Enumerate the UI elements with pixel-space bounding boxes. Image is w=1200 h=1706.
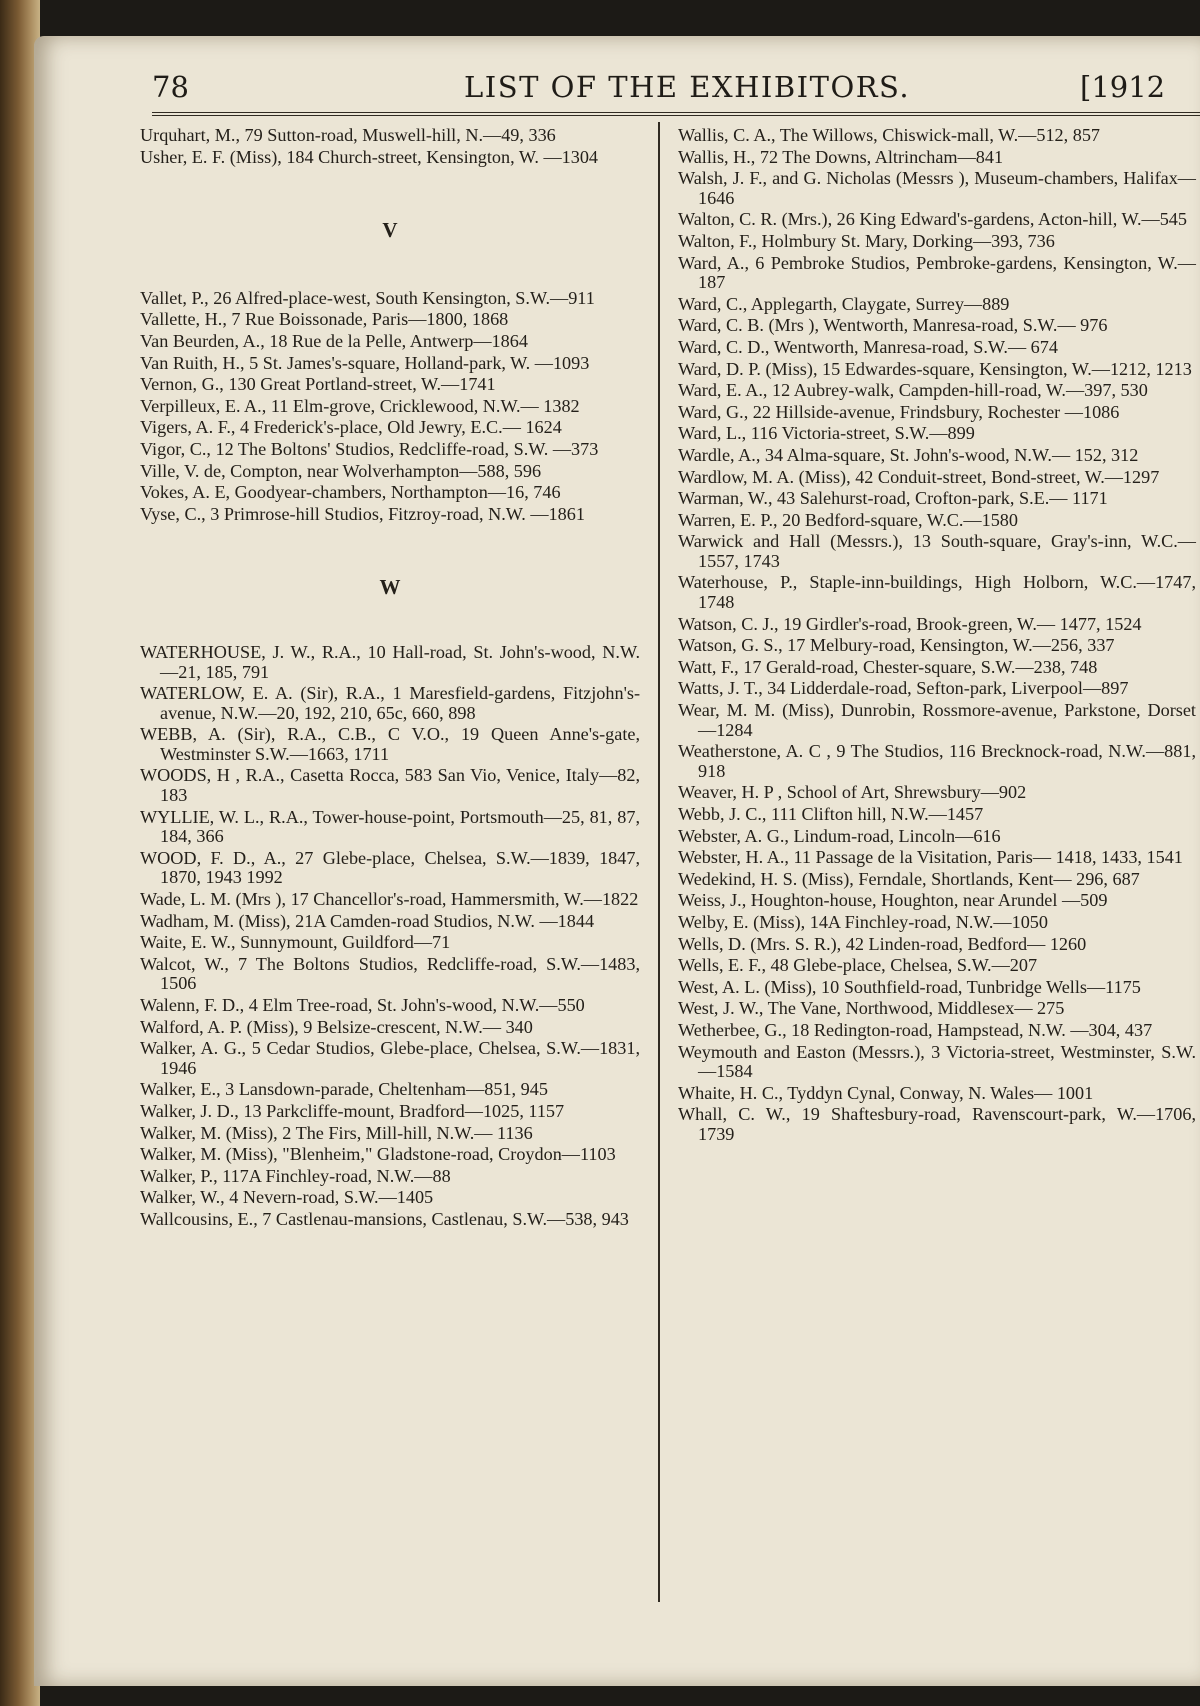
running-header bbox=[34, 70, 1200, 114]
exhibitor-entry: Weiss, J., Houghton-house, Houghton, near Arundel —509 bbox=[678, 890, 1108, 911]
exhibitor-entry: Van Beurden, A., 18 Rue de la Pelle, Antwerp—1864 bbox=[140, 330, 528, 351]
entries-u bbox=[140, 126, 640, 167]
exhibitor-entry: Vokes, A. E, Goodyear-chambers, Northampton—16, 746 bbox=[140, 482, 561, 503]
exhibitor-entry: Warman, W., 43 Salehurst-road, Crofton-park, S.E.— 1171 bbox=[678, 488, 1108, 509]
exhibitor-entry: Webb, J. C., 111 Clifton hill, N.W.—1457 bbox=[678, 804, 984, 824]
exhibitor-entry: Wallis, H., 72 The Downs, Altrincham—841 bbox=[678, 146, 1004, 167]
exhibitor-entry: West, A. L. (Miss), 10 Southfield-road, Tunbridge Wells—1175 bbox=[678, 976, 1141, 997]
exhibitor-entry: Waite, E. W., Sunnymount, Guildford—71 bbox=[140, 932, 451, 953]
exhibitor-entry: Vallette, H., 7 Rue Boissonade, Paris—1800, 1868 bbox=[140, 309, 509, 330]
exhibitor-entry: Van Ruith, H., 5 St. James's-square, Holland-park, W. —1093 bbox=[140, 352, 590, 373]
exhibitor-entry: WATERHOUSE, J. W., R.A., 10 Hall-road, St. John's-wood, N.W.—21, 185, 791 bbox=[140, 641, 640, 682]
exhibitor-entry: Watts, J. T., 34 Lidderdale-road, Sefton-park, Liverpool—897 bbox=[678, 678, 1129, 699]
exhibitor-entry: Verpilleux, E. A., 11 Elm-grove, Cricklewood, N.W.— 1382 bbox=[140, 395, 580, 416]
exhibitor-entry: Wallcousins, E., 7 Castlenau-mansions, Castlenau, S.W.—538, 943 bbox=[140, 1208, 629, 1229]
exhibitor-entry: Walker, M. (Miss), 2 The Firs, Mill-hill, N.W.— 1136 bbox=[140, 1122, 533, 1143]
exhibitor-entry: WOODS, H , R.A., Casetta Rocca, 583 San Vio, Venice, Italy—82, 183 bbox=[140, 765, 640, 806]
exhibitor-entry: Walcot, W., 7 The Boltons Studios, Redcliffe-road, S.W.—1483, 1506 bbox=[140, 953, 640, 994]
exhibitor-entry: Ward, E. A., 12 Aubrey-walk, Campden-hill-road, W.—397, 530 bbox=[678, 380, 1148, 401]
exhibitor-entry: Wear, M. M. (Miss), Dunrobin, Rossmore-avenue, Parkstone, Dorset—1284 bbox=[678, 700, 1196, 740]
exhibitor-entry: Warwick and Hall (Messrs.), 13 South-square, Gray's-inn, W.C.—1557, 1743 bbox=[678, 531, 1196, 571]
exhibitor-entry: Whall, C. W., 19 Shaftesbury-road, Ravenscourt-park, W.—1706, 1739 bbox=[678, 1104, 1196, 1144]
exhibitor-entry: Ville, V. de, Compton, near Wolverhampton—588, 596 bbox=[140, 460, 542, 481]
right-column bbox=[678, 126, 1196, 1147]
exhibitor-entry: Walford, A. P. (Miss), 9 Belsize-crescent, N.W.— 340 bbox=[140, 1016, 533, 1037]
exhibitor-entry: Walton, C. R. (Mrs.), 26 King Edward's-gardens, Acton-hill, W.—545 bbox=[678, 209, 1187, 230]
exhibitor-entry: Wallis, C. A., The Willows, Chiswick-mall, W.—512, 857 bbox=[678, 125, 1101, 145]
section-letter-v: V bbox=[382, 218, 398, 243]
exhibitor-entry: Vigor, C., 12 The Boltons' Studios, Redcliffe-road, S.W. —373 bbox=[140, 438, 599, 459]
exhibitor-entry: Ward, G., 22 Hillside-avenue, Frindsbury, Rochester —1086 bbox=[678, 401, 1120, 422]
exhibitor-entry: Watt, F., 17 Gerald-road, Chester-square, S.W.—238, 748 bbox=[678, 656, 1098, 677]
exhibitor-entry: Welby, E. (Miss), 14A Finchley-road, N.W.—1050 bbox=[678, 911, 1048, 932]
exhibitor-entry: Ward, A., 6 Pembroke Studios, Pembroke-gardens, Kensington, W.—187 bbox=[678, 252, 1196, 293]
exhibitor-entry: Ward, C. B. (Mrs ), Wentworth, Manresa-road, S.W.— 976 bbox=[678, 315, 1108, 336]
exhibitor-entry: Ward, C., Applegarth, Claygate, Surrey—889 bbox=[678, 293, 1010, 314]
exhibitor-entry: WATERLOW, E. A. (Sir), R.A., 1 Maresfield-gardens, Fitzjohn's-avenue, N.W.—20, 192, 210, 65c, 660, 898 bbox=[140, 683, 640, 723]
exhibitor-entry: Walenn, F. D., 4 Elm Tree-road, St. John's-wood, N.W.—550 bbox=[140, 995, 585, 1015]
exhibitor-entry: Wells, D. (Mrs. S. R.), 42 Linden-road, Bedford— 1260 bbox=[678, 933, 1087, 954]
exhibitor-entry: Ward, D. P. (Miss), 15 Edwardes-square, Kensington, W.—1212, 1213 bbox=[678, 358, 1192, 379]
exhibitor-entry: West, J. W., The Vane, Northwood, Middlesex— 275 bbox=[678, 998, 1065, 1019]
column-divider bbox=[658, 122, 660, 1602]
section-letter-w: W bbox=[379, 575, 401, 600]
exhibitor-entry: WYLLIE, W. L., R.A., Tower-house-point, Portsmouth—25, 81, 87, 184, 366 bbox=[140, 806, 640, 847]
running-title: LIST OF THE EXHIBITORS. bbox=[464, 70, 911, 104]
entries-w bbox=[140, 643, 640, 1230]
exhibitor-entry: Wardle, A., 34 Alma-square, St. John's-wood, N.W.— 152, 312 bbox=[678, 444, 1139, 465]
exhibitor-entry: Walker, J. D., 13 Parkcliffe-mount, Bradford—1025, 1157 bbox=[140, 1100, 565, 1121]
left-column bbox=[140, 126, 640, 1232]
exhibitor-entry: Weaver, H. P , School of Art, Shrewsbury—902 bbox=[678, 782, 1027, 803]
exhibitor-entry: Waterhouse, P., Staple-inn-buildings, High Holborn, W.C.—1747, 1748 bbox=[678, 572, 1196, 613]
exhibitor-entry: Webster, H. A., 11 Passage de la Visitation, Paris— 1418, 1433, 1541 bbox=[678, 847, 1183, 868]
exhibitor-entry: Watson, C. J., 19 Girdler's-road, Brook-green, W.— 1477, 1524 bbox=[678, 613, 1142, 634]
exhibitor-entry: Ward, C. D., Wentworth, Manresa-road, S.W.— 674 bbox=[678, 336, 1058, 357]
entries-w-continued bbox=[678, 126, 1196, 1145]
page-number: 78 bbox=[152, 70, 189, 104]
exhibitor-entry: Walker, E., 3 Lansdown-parade, Cheltenham—851, 945 bbox=[140, 1079, 548, 1100]
exhibitor-entry: Wedekind, H. S. (Miss), Ferndale, Shortlands, Kent— 296, 687 bbox=[678, 868, 1140, 889]
exhibitor-entry: WOOD, F. D., A., 27 Glebe-place, Chelsea, S.W.—1839, 1847, 1870, 1943 1992 bbox=[140, 847, 640, 888]
exhibitor-entry: WEBB, A. (Sir), R.A., C.B., C V.O., 19 Queen Anne's-gate, Westminster S.W.—1663, 1711 bbox=[140, 724, 640, 764]
exhibitor-entry: Walsh, J. F., and G. Nicholas (Messrs ), Museum-chambers, Halifax—1646 bbox=[678, 168, 1196, 208]
exhibitor-entry: Vallet, P., 26 Alfred-place-west, South Kensington, S.W.—911 bbox=[140, 287, 595, 308]
exhibitor-entry: Webster, A. G., Lindum-road, Lincoln—616 bbox=[678, 825, 1001, 846]
exhibitor-entry: Wells, E. F., 48 Glebe-place, Chelsea, S.W.—207 bbox=[678, 955, 1038, 976]
exhibitor-entry: Walker, M. (Miss), "Blenheim," Gladstone-road, Croydon—1103 bbox=[140, 1144, 616, 1165]
exhibitor-entry: Wade, L. M. (Mrs ), 17 Chancellor's-road, Hammersmith, W.—1822 bbox=[140, 889, 639, 910]
exhibitor-entry: Wardlow, M. A. (Miss), 42 Conduit-street, Bond-street, W.—1297 bbox=[678, 466, 1160, 487]
exhibitor-entry: Vyse, C., 3 Primrose-hill Studios, Fitzroy-road, N.W. —1861 bbox=[140, 503, 585, 524]
exhibitor-entry: Warren, E. P., 20 Bedford-square, W.C.—1580 bbox=[678, 509, 1018, 530]
exhibitor-entry: Vernon, G., 130 Great Portland-street, W.—1741 bbox=[140, 374, 496, 395]
exhibitor-entry: Ward, L., 116 Victoria-street, S.W.—899 bbox=[678, 423, 975, 444]
exhibitor-entry: Walker, A. G., 5 Cedar Studios, Glebe-place, Chelsea, S.W.—1831, 1946 bbox=[140, 1038, 640, 1078]
exhibitor-entry: Walker, P., 117A Finchley-road, N.W.—88 bbox=[140, 1165, 451, 1186]
entries-v bbox=[140, 289, 640, 525]
directory-page bbox=[34, 36, 1200, 1686]
exhibitor-entry: Weatherstone, A. C , 9 The Studios, 116 Brecknock-road, N.W.—881, 918 bbox=[678, 741, 1196, 781]
exhibitor-entry: Wadham, M. (Miss), 21A Camden-road Studios, N.W. —1844 bbox=[140, 910, 595, 931]
exhibitor-entry: Walker, W., 4 Nevern-road, S.W.—1405 bbox=[140, 1187, 434, 1208]
exhibitor-entry: Walton, F., Holmbury St. Mary, Dorking—393, 736 bbox=[678, 230, 1055, 251]
exhibitor-entry: Vigers, A. F., 4 Frederick's-place, Old Jewry, E.C.— 1624 bbox=[140, 417, 562, 438]
exhibitor-entry: Whaite, H. C., Tyddyn Cynal, Conway, N. Wales— 1001 bbox=[678, 1082, 1094, 1103]
exhibitor-entry: Urquhart, M., 79 Sutton-road, Muswell-hill, N.—49, 336 bbox=[140, 125, 556, 145]
year-mark: [1912 bbox=[1080, 70, 1166, 104]
exhibitor-entry: Watson, G. S., 17 Melbury-road, Kensington, W.—256, 337 bbox=[678, 635, 1115, 656]
header-double-rule bbox=[152, 112, 1200, 116]
exhibitor-entry: Wetherbee, G., 18 Redington-road, Hampstead, N.W. —304, 437 bbox=[678, 1019, 1153, 1040]
exhibitor-entry: Weymouth and Easton (Messrs.), 3 Victoria-street, Westminster, S.W.—1584 bbox=[678, 1041, 1196, 1082]
exhibitor-entry: Usher, E. F. (Miss), 184 Church-street, Kensington, W. —1304 bbox=[140, 146, 599, 167]
